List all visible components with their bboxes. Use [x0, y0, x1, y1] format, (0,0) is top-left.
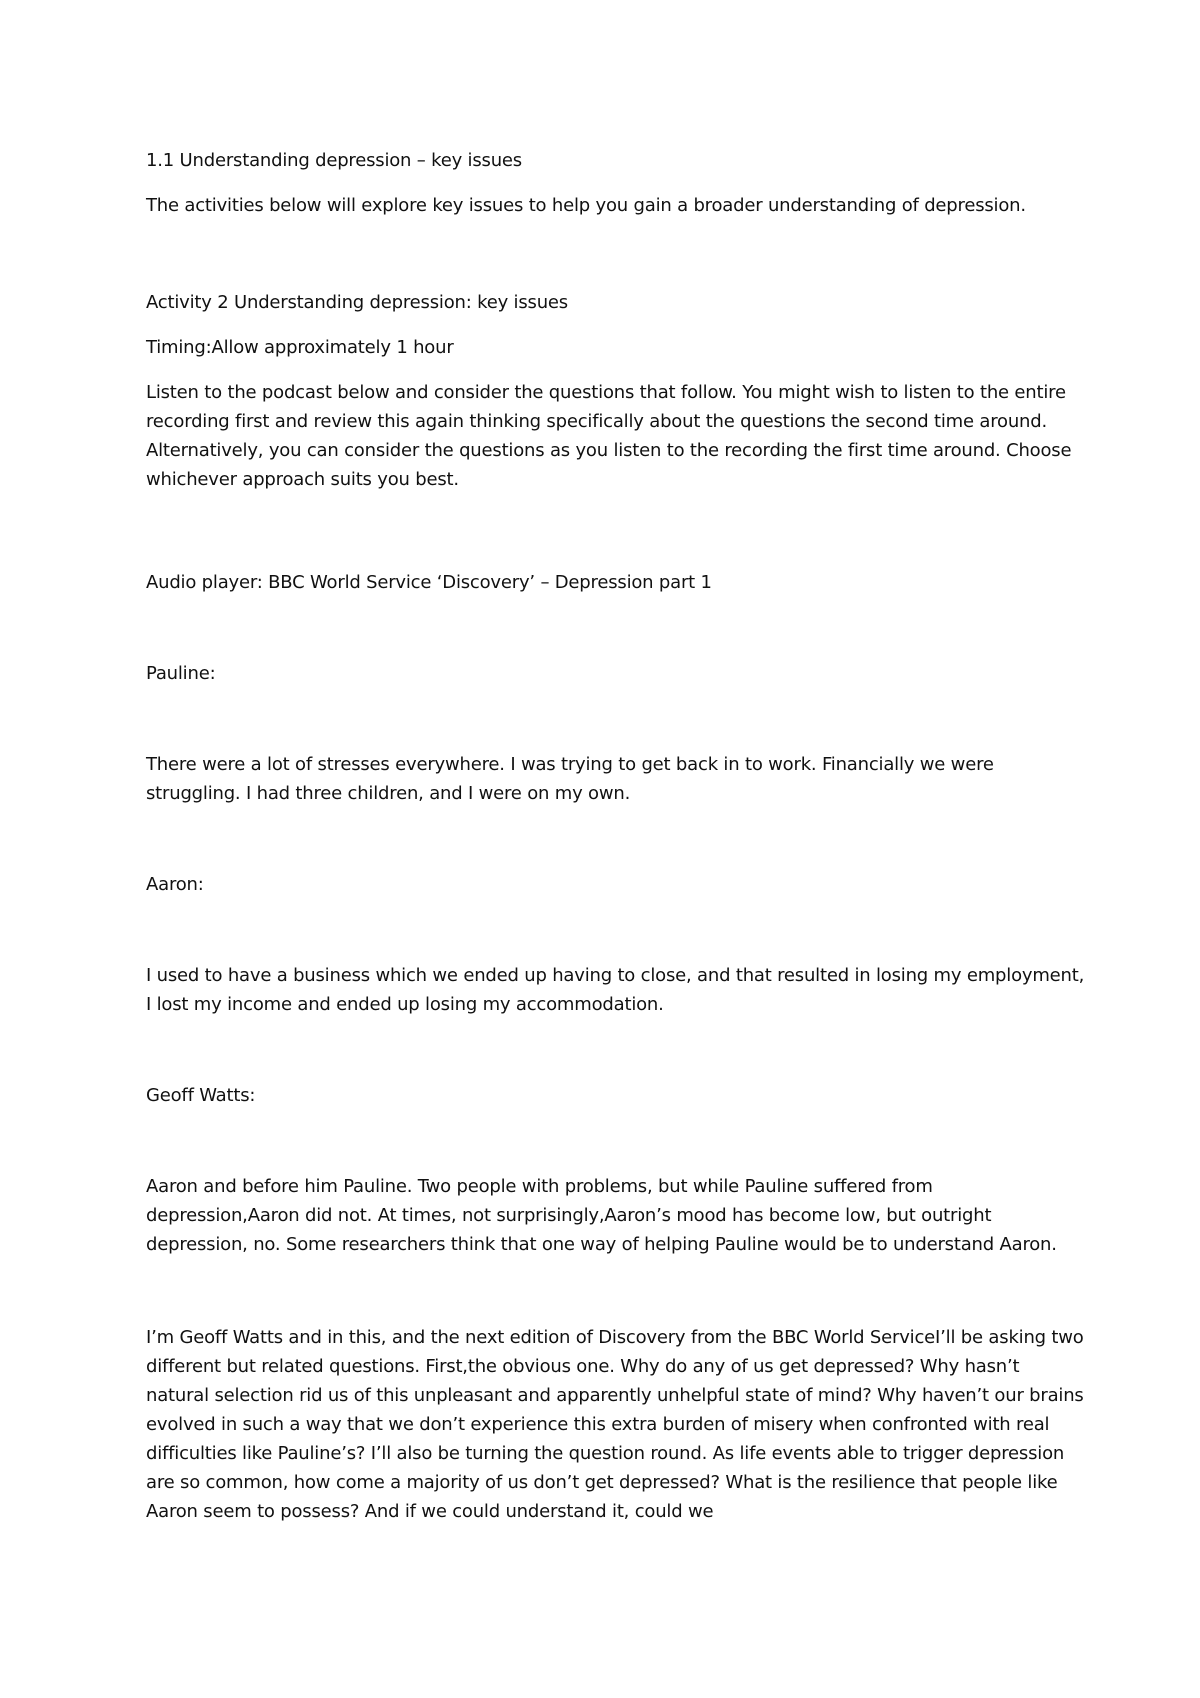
activity-title: Activity 2 Understanding depression: key issues: [146, 292, 568, 313]
intro-paragraph: The activities below will explore key issues to help you gain a broader understanding of depression.: [146, 195, 1026, 216]
transcript-text: Aaron and before him Pauline. Two people with problems, but while Pauline suffered from depression,Aaron did not. At times, not surprisingly,Aaron’s mood has become low, but outright depression, no. Some researchers think that one way of helping Pauline would be to understand Aaron.: [146, 1176, 1057, 1255]
speaker-label: Geoff Watts:: [146, 1085, 256, 1106]
document-body: [146, 146, 1086, 1526]
transcript-text: There were a lot of stresses everywhere. I was trying to get back in to work. Financially we were struggling. I had three children, and I were on my own.: [146, 754, 994, 804]
transcript-text: I’m Geoff Watts and in this, and the next edition of Discovery from the BBC World ServiceI’ll be asking two different but related questions. First,the obvious one. Why do any of us get depressed? Why hasn’t natural selection rid us of this unpleasant and apparently unhelpful state of mind? Why haven’t our brains evolved in such a way that we don’t experience this extra burden of misery when confronted with real difficulties like Pauline’s? I’ll also be turning the question round. As life events able to trigger depression are so common, how come a majority of us don’t get depressed? What is the resilience that people like Aaron seem to possess? And if we could understand it, could we: [146, 1327, 1084, 1522]
transcript-text: I used to have a business which we ended up having to close, and that resulted in losing my employment, I lost my income and ended up losing my accommodation.: [146, 965, 1085, 1015]
instructions-paragraph: Listen to the podcast below and consider the questions that follow. You might wish to listen to the entire recording first and review this again thinking specifically about the questions the second time around. Alternatively, you can consider the questions as you listen to the recording the first time around. Choose whichever approach suits you best.: [146, 382, 1072, 490]
audio-player-title: Audio player: BBC World Service ‘Discovery’ – Depression part 1: [146, 572, 712, 593]
speaker-label: Aaron:: [146, 874, 204, 895]
speaker-label: Pauline:: [146, 663, 216, 684]
section-heading: 1.1 Understanding depression – key issues: [146, 150, 522, 171]
timing-text: Timing:Allow approximately 1 hour: [146, 337, 454, 358]
